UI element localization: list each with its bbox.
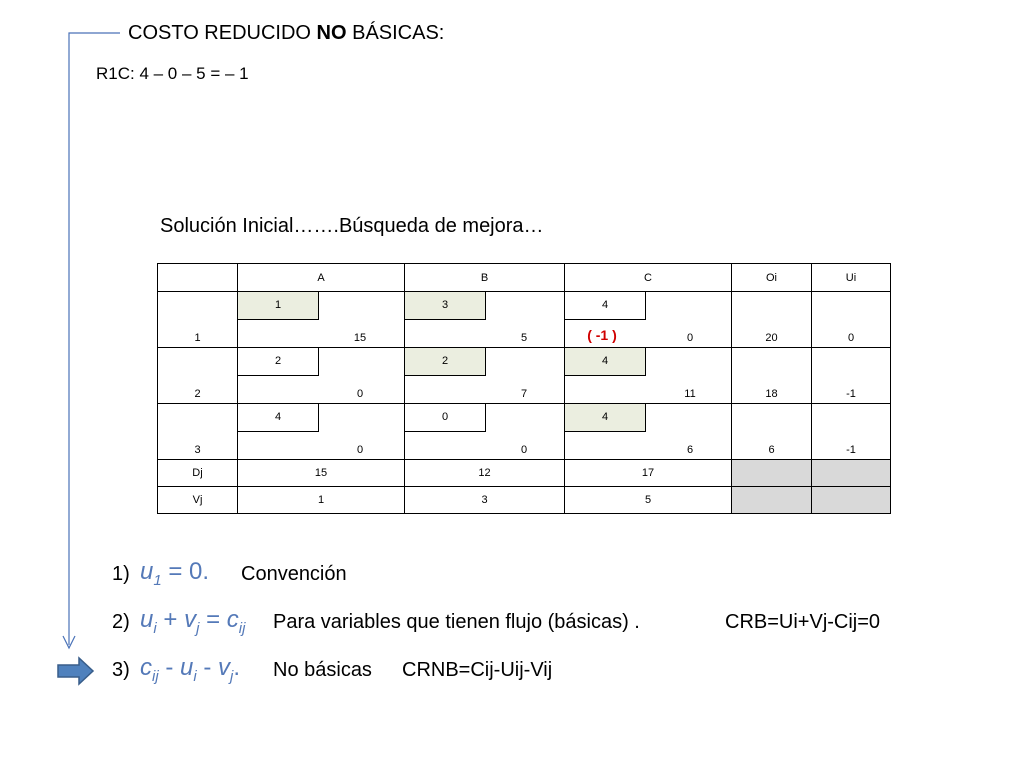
cost-box: 0 — [405, 404, 486, 432]
supply-cell — [564, 347, 732, 404]
item-extra-2: CRB=Ui+Vj-Cij=0 — [725, 611, 881, 633]
vj-label-cell: Vj — [157, 486, 238, 514]
vj-cell: 3 — [404, 486, 565, 514]
item-number-3: 3) — [112, 659, 130, 681]
flow-value: 7 — [520, 388, 528, 400]
cost-box: 1 — [238, 292, 319, 320]
reduced-cost-calculation: R1C: 4 – 0 – 5 = – 1 — [96, 64, 249, 83]
cost-box: 2 — [405, 348, 486, 376]
header-cell-b: B — [404, 263, 565, 292]
cost-box: 4 — [565, 348, 646, 376]
ui-cell: -1 — [811, 347, 891, 404]
dj-cell: 17 — [564, 459, 732, 487]
item-extra-3: CRNB=Cij-Uij-Vij — [402, 659, 553, 681]
supply-cell — [404, 347, 565, 404]
oi-cell: 20 — [731, 291, 812, 348]
item-text-3: No básicas — [273, 659, 372, 681]
supply-cell — [237, 347, 405, 404]
flow-value: 0 — [356, 444, 364, 456]
flow-value: 11 — [684, 388, 696, 400]
flow-value: 6 — [686, 444, 694, 456]
slide-heading: COSTO REDUCIDO NO BÁSICAS: — [128, 22, 445, 44]
shaded-cell — [811, 486, 891, 514]
supply-cell — [564, 403, 732, 460]
cost-box: 4 — [238, 404, 319, 432]
flow-value: 0 — [356, 388, 364, 400]
oi-cell: 18 — [731, 347, 812, 404]
supply-cell — [404, 291, 565, 348]
supply-cell — [564, 291, 732, 348]
header-cell-blank — [157, 263, 238, 292]
pointer-arrow-icon — [57, 656, 95, 686]
cost-box: 3 — [405, 292, 486, 320]
row-label-cell: 1 — [157, 291, 238, 348]
item-text-1: Convención — [241, 563, 347, 585]
header-cell-oi: Oi — [731, 263, 812, 292]
formula-cij-minus-ui-minus-vj: $c_{ij} - u_i - v_j$. — [140, 654, 241, 685]
shaded-cell — [811, 459, 891, 487]
table-subtitle: Solución Inicial…….Búsqueda de mejora… — [160, 215, 544, 237]
cost-box: 2 — [238, 348, 319, 376]
item-text-2: Para variables que tienen flujo (básicas) . — [273, 611, 640, 633]
flow-value: 0 — [686, 332, 694, 344]
dj-label-cell: Dj — [157, 459, 238, 487]
header-cell-c: C — [564, 263, 732, 292]
transportation-table — [157, 263, 891, 514]
formula-ui-plus-vj-equals-cij: $u_i + v_j = c_{ij}$ — [140, 606, 246, 637]
flow-value: 0 — [520, 444, 528, 456]
row-label-cell: 2 — [157, 347, 238, 404]
shaded-cell — [731, 459, 812, 487]
item-number-2: 2) — [112, 611, 130, 633]
flow-value: 15 — [353, 332, 367, 344]
supply-cell — [404, 403, 565, 460]
cost-box: 4 — [565, 404, 646, 432]
vj-cell: 5 — [564, 486, 732, 514]
oi-cell: 6 — [731, 403, 812, 460]
supply-cell — [237, 403, 405, 460]
flow-value: 5 — [520, 332, 528, 344]
row-label-cell: 3 — [157, 403, 238, 460]
formula-u1-equals-zero: $u_1 = 0$. — [140, 558, 210, 589]
item-number-1: 1) — [112, 563, 130, 585]
header-cell-a: A — [237, 263, 405, 292]
dj-cell: 15 — [237, 459, 405, 487]
vj-cell: 1 — [237, 486, 405, 514]
ui-cell: 0 — [811, 291, 891, 348]
dj-cell: 12 — [404, 459, 565, 487]
header-cell-ui: Ui — [811, 263, 891, 292]
ui-cell: -1 — [811, 403, 891, 460]
reduced-cost-highlight: ( -1 ) — [587, 327, 617, 343]
cost-box: 4 — [565, 292, 646, 320]
supply-cell — [237, 291, 405, 348]
shaded-cell — [731, 486, 812, 514]
